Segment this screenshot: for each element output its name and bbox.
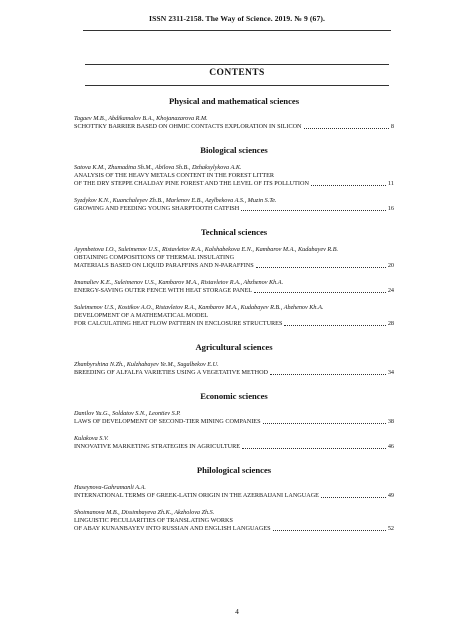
entry-page-number: 52 [387, 525, 394, 532]
toc-section [74, 143, 394, 213]
toc-entry[interactable] [74, 197, 394, 213]
entry-authors: Shoimanova M.B., Dissimbayeva Zh.K., Akzholova Zh.S. [74, 509, 215, 516]
dot-leader [321, 497, 386, 498]
entry-authors: Kulakova S.V. [74, 435, 109, 442]
dot-leader [254, 292, 386, 293]
toc-entry[interactable] [74, 410, 394, 426]
toc-entry[interactable] [74, 279, 394, 295]
entry-title-text: BREEDING OF ALFALFA VARIETIES USING A VEGETATIVE METHOD [74, 369, 269, 376]
entry-title-last-line [74, 418, 394, 426]
toc-section [74, 94, 394, 131]
section-heading: Agricultural sciences [195, 342, 273, 352]
entry-authors: Huseynova-Gahramanli A.A. [74, 484, 146, 491]
section-heading: Economic sciences [200, 391, 268, 401]
entry-title-last-line [74, 443, 394, 451]
page-number: 4 [235, 607, 239, 616]
toc-section [74, 463, 394, 533]
dot-leader [263, 423, 386, 424]
contents-title: CONTENTS [209, 68, 265, 78]
section-heading: Biological sciences [200, 145, 268, 155]
entry-page-number: 49 [387, 492, 394, 499]
toc-entry[interactable] [74, 164, 394, 188]
toc-entry[interactable] [74, 246, 394, 270]
entry-title-text: SCHOTTKY BARRIER BASED ON OHMIC CONTACTS EXPLORATION IN SILICON [74, 123, 302, 130]
toc-entry[interactable] [74, 509, 394, 533]
entry-title-line: ANALYSIS OF THE HEAVY METALS CONTENT IN THE FOREST LITTER [74, 172, 275, 179]
dot-leader [256, 267, 386, 268]
section-heading: Physical and mathematical sciences [168, 96, 300, 106]
toc-entry[interactable] [74, 304, 394, 328]
entry-title-text: LAWS OF DEVELOPMENT OF SECOND-TIER MINING COMPANIES [74, 418, 261, 425]
toc-section [74, 389, 394, 451]
entry-title-last-line [74, 262, 394, 270]
entry-title-last-line [74, 320, 394, 328]
entry-title-text: ENERGY-SAVING OUTER FENCE WITH HEAT STORAGE PANEL [74, 287, 253, 294]
entry-title-line: OBTAINING COMPOSITIONS OF THERMAL INSULATING [74, 254, 235, 261]
entry-title-text: FOR CALCULATING HEAT FLOW PATTERN IN ENCLOSURE STRUCTURES [74, 320, 283, 327]
entry-title-text: INNOVATIVE MARKETING STRATEGIES IN AGRICULTURE [74, 443, 241, 450]
entry-title-last-line [74, 492, 394, 500]
entry-title-line: DEVELOPMENT OF A MATHEMATICAL MODEL [74, 312, 209, 319]
journal-header: ISSN 2311-2158. The Way of Science. 2019. № 9 (67). [149, 14, 325, 23]
dot-leader [284, 325, 385, 326]
header-rule [83, 30, 391, 31]
entry-authors: Danilov Yu.G., Soldatov S.N., Leontiev S.P. [74, 410, 181, 417]
entry-title-text: GROWING AND FEEDING YOUNG SHARPTOOTH CATFISH [74, 205, 240, 212]
dot-leader [270, 374, 386, 375]
entry-page-number: 46 [387, 443, 394, 450]
contents-banner [85, 64, 389, 86]
dot-leader [304, 128, 389, 129]
entry-authors: Satova K.M., Zhumadina Sh.M., Abilova Sh.B., Dzhaksylykova A.K. [74, 164, 242, 171]
toc-entry[interactable] [74, 435, 394, 451]
entry-title-last-line [74, 369, 394, 377]
dot-leader [311, 185, 386, 186]
entry-page-number: 8 [390, 123, 394, 130]
entry-page-number: 11 [388, 180, 394, 187]
entry-page-number: 38 [387, 418, 394, 425]
entry-title-line: LINGUISTIC PECULIARITIES OF TRANSLATING WORKS [74, 517, 233, 524]
table-of-contents [74, 90, 394, 542]
entry-title-last-line [74, 180, 394, 188]
entry-authors: Zhanbyrshina N.Zh., Kulzhabayev Ye.M., Sagalbekov E.U. [74, 361, 219, 368]
entry-authors: Syzdykov K.N., Kuanchaleyev Zh.B., Marlenov E.B., Azylbekova A.S., Muzin S.Te. [74, 197, 277, 204]
entry-title-last-line [74, 525, 394, 533]
entry-title-last-line [74, 123, 394, 131]
entry-authors: Imanaliev K.E., Suleimenov U.S., Kambarov M.A., Ristavletov R.A., Abzhenov Kh.A. [74, 279, 284, 286]
dot-leader [273, 530, 386, 531]
dot-leader [242, 448, 386, 449]
toc-entry[interactable] [74, 115, 394, 131]
entry-authors: Ayymbetova I.O., Suleimenov U.S., Ristavletov R.A., Kalshabekova E.N., Kambarov M.A., Kudabayev R.B. [74, 246, 339, 253]
toc-section [74, 340, 394, 377]
entry-page-number: 20 [387, 262, 394, 269]
toc-section [74, 225, 394, 328]
entry-page-number: 28 [387, 320, 394, 327]
toc-entry[interactable] [74, 484, 394, 500]
entry-page-number: 34 [387, 369, 394, 376]
toc-entry[interactable] [74, 361, 394, 377]
entry-page-number: 16 [387, 205, 394, 212]
entry-page-number: 24 [387, 287, 394, 294]
dot-leader [241, 210, 386, 211]
entry-title-last-line [74, 287, 394, 295]
entry-title-text: INTERNATIONAL TERMS OF GREEK-LATIN ORIGIN IN THE AZERBAIJANI LANGUAGE [74, 492, 319, 499]
entry-title-last-line [74, 205, 394, 213]
entry-authors: Suleimenov U.S., Kostikov A.O., Ristavletov R.A., Kambarov M.A., Kudabayev R.B., Abzhenov Kh.A. [74, 304, 324, 311]
entry-title-text: MATERIALS BASED ON LIQUID PARAFFINS AND N-PARAFFINS [74, 262, 254, 269]
section-heading: Technical sciences [200, 227, 268, 237]
section-heading: Philological sciences [196, 465, 272, 475]
entry-authors: Tagaev M.B., Abdikamalov B.A., Khojanazarova R.M. [74, 115, 208, 122]
entry-title-text: OF ABAY KUNANBAYEV INTO RUSSIAN AND ENGLISH LANGUAGES [74, 525, 271, 532]
entry-title-text: OF THE DRY STEPPE CHALDAY PINE FOREST AND THE LEVEL OF ITS POLLUTION [74, 180, 309, 187]
